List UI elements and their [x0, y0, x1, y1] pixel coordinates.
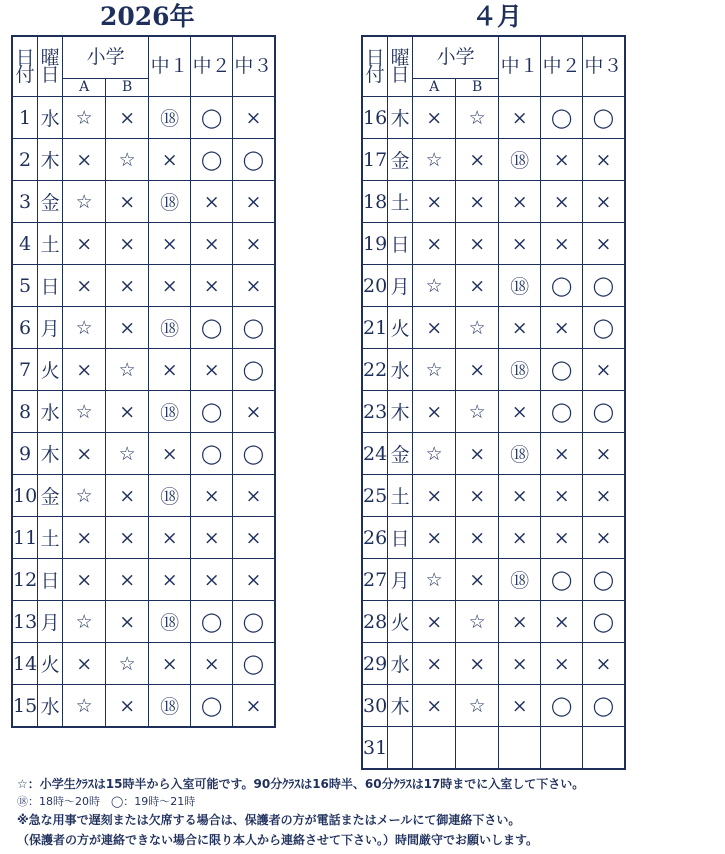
middle3-cell: × — [583, 433, 625, 475]
middle2-header: 中２ — [541, 36, 583, 97]
day-cell: 12 — [12, 559, 38, 601]
table-row — [362, 349, 625, 391]
day-cell: 19 — [362, 223, 388, 265]
date-header: 日 付 — [362, 36, 388, 97]
middle2-cell: × — [191, 643, 233, 685]
table-row — [362, 517, 625, 559]
middle2-cell: ◯ — [541, 97, 583, 139]
middle2-cell: ◯ — [541, 265, 583, 307]
class-b-cell: × — [456, 349, 499, 391]
table-row — [362, 307, 625, 349]
class-a-cell: × — [413, 601, 456, 643]
day-cell: 1 — [12, 97, 38, 139]
day-cell: 14 — [12, 643, 38, 685]
class-b-cell: ☆ — [106, 643, 149, 685]
middle3-cell: ◯ — [233, 349, 275, 391]
middle2-cell: × — [541, 139, 583, 181]
middle1-cell: ⑱ — [149, 601, 191, 643]
class-a-cell: × — [413, 685, 456, 727]
class-b-cell: × — [106, 265, 149, 307]
calendar-table-right — [361, 35, 626, 770]
middle2-cell: ◯ — [191, 685, 233, 728]
notes-section — [17, 774, 717, 850]
table-row — [12, 97, 275, 139]
class-a-cell: ☆ — [413, 265, 456, 307]
middle2-cell: ◯ — [191, 433, 233, 475]
middle2-cell: × — [541, 433, 583, 475]
middle2-cell: × — [191, 517, 233, 559]
day-cell: 13 — [12, 601, 38, 643]
middle3-cell: × — [233, 265, 275, 307]
class-a-cell: × — [413, 517, 456, 559]
middle2-cell: × — [541, 181, 583, 223]
middle2-cell: ◯ — [191, 139, 233, 181]
middle3-cell: ◯ — [233, 307, 275, 349]
middle1-header: 中１ — [499, 36, 541, 97]
middle2-cell: ◯ — [541, 685, 583, 727]
weekday-cell: 土 — [388, 475, 413, 517]
day-cell: 11 — [12, 517, 38, 559]
day-cell: 23 — [362, 391, 388, 433]
class-a-cell: × — [413, 223, 456, 265]
middle2-cell: ◯ — [541, 391, 583, 433]
weekday-cell: 月 — [388, 559, 413, 601]
weekday-cell: 木 — [38, 433, 63, 475]
note-absence-contact: ※急な用事で遅刻または欠席する場合は、保護者の方が電話またはメールにて御連絡下さい。 — [17, 813, 521, 827]
day-cell: 10 — [12, 475, 38, 517]
class-a-cell: ☆ — [63, 685, 106, 728]
middle1-cell: × — [149, 139, 191, 181]
table-row — [12, 643, 275, 685]
weekday-cell: 木 — [388, 685, 413, 727]
table-row — [12, 265, 275, 307]
middle1-cell: × — [499, 181, 541, 223]
weekday-cell: 日 — [38, 559, 63, 601]
weekday-cell: 月 — [38, 307, 63, 349]
calendar-left-body — [12, 36, 275, 727]
middle1-cell: × — [499, 307, 541, 349]
table-row — [12, 139, 275, 181]
middle1-cell: × — [499, 391, 541, 433]
middle1-cell: ⑱ — [499, 139, 541, 181]
middle1-cell: × — [499, 601, 541, 643]
weekday-cell: 日 — [38, 265, 63, 307]
middle2-cell: × — [541, 517, 583, 559]
class-a-cell: ☆ — [413, 349, 456, 391]
middle3-cell: ◯ — [233, 139, 275, 181]
class-a-cell: ☆ — [413, 433, 456, 475]
class-b-cell: × — [106, 685, 149, 728]
weekday-cell: 木 — [388, 391, 413, 433]
class-b-cell: ☆ — [456, 307, 499, 349]
day-cell: 22 — [362, 349, 388, 391]
class-b-header: B — [106, 79, 149, 97]
middle1-cell: × — [499, 475, 541, 517]
day-cell: 7 — [12, 349, 38, 391]
day-cell: 20 — [362, 265, 388, 307]
class-a-cell: ☆ — [63, 601, 106, 643]
table-row — [362, 727, 625, 770]
day-cell: 29 — [362, 643, 388, 685]
class-b-cell: × — [456, 475, 499, 517]
middle2-cell: × — [541, 601, 583, 643]
table-row — [362, 601, 625, 643]
day-cell: 16 — [362, 97, 388, 139]
middle1-cell: × — [149, 349, 191, 391]
middle3-cell — [583, 727, 625, 770]
table-row — [12, 433, 275, 475]
class-b-cell: × — [456, 517, 499, 559]
class-b-cell: × — [456, 223, 499, 265]
class-a-cell — [413, 727, 456, 770]
middle3-cell: × — [233, 559, 275, 601]
class-b-cell: ☆ — [106, 349, 149, 391]
middle3-header: 中３ — [583, 36, 625, 97]
weekday-cell: 火 — [38, 643, 63, 685]
middle1-cell: × — [149, 223, 191, 265]
middle1-cell: × — [499, 517, 541, 559]
day-cell: 3 — [12, 181, 38, 223]
table-row — [12, 517, 275, 559]
class-b-cell: × — [106, 475, 149, 517]
weekday-cell: 土 — [38, 517, 63, 559]
class-b-cell: × — [106, 223, 149, 265]
day-cell: 30 — [362, 685, 388, 727]
middle1-cell: × — [499, 97, 541, 139]
day-cell: 31 — [362, 727, 388, 770]
middle3-cell: ◯ — [583, 97, 625, 139]
weekday-cell: 土 — [38, 223, 63, 265]
middle2-cell: × — [191, 349, 233, 391]
table-row — [12, 559, 275, 601]
weekday-cell: 木 — [38, 139, 63, 181]
middle3-cell: × — [233, 223, 275, 265]
header-row — [12, 36, 275, 79]
weekday-cell: 火 — [38, 349, 63, 391]
middle3-header: 中３ — [233, 36, 275, 97]
weekday-cell: 火 — [388, 307, 413, 349]
class-b-cell: × — [106, 307, 149, 349]
class-b-cell: × — [456, 559, 499, 601]
class-a-cell: × — [63, 223, 106, 265]
weekday-cell: 水 — [388, 643, 413, 685]
middle3-cell: × — [583, 349, 625, 391]
weekday-cell: 水 — [388, 349, 413, 391]
middle3-cell: × — [583, 475, 625, 517]
class-b-cell — [456, 727, 499, 770]
note-legend: ⑱：18時～20時 ◯：19時～21時 — [17, 795, 196, 808]
class-b-cell: × — [106, 181, 149, 223]
weekday-header: 曜 日 — [388, 36, 413, 97]
day-cell: 18 — [362, 181, 388, 223]
weekday-cell: 日 — [388, 223, 413, 265]
table-row — [362, 475, 625, 517]
middle1-cell: ⑱ — [149, 307, 191, 349]
middle1-cell: ⑱ — [499, 433, 541, 475]
table-row — [12, 685, 275, 728]
day-cell: 17 — [362, 139, 388, 181]
middle1-cell: × — [149, 517, 191, 559]
middle1-cell: × — [499, 223, 541, 265]
middle2-cell: × — [191, 475, 233, 517]
middle1-cell: × — [499, 643, 541, 685]
weekday-cell: 土 — [388, 181, 413, 223]
header-row — [362, 36, 625, 79]
middle2-cell: × — [191, 265, 233, 307]
middle3-cell: ◯ — [233, 601, 275, 643]
middle2-cell: ◯ — [191, 601, 233, 643]
class-a-cell: × — [413, 643, 456, 685]
class-a-cell: × — [413, 181, 456, 223]
class-a-cell: ☆ — [63, 475, 106, 517]
middle1-cell: ⑱ — [499, 265, 541, 307]
class-a-cell: ☆ — [413, 559, 456, 601]
weekday-cell: 金 — [388, 139, 413, 181]
weekday-cell: 木 — [388, 97, 413, 139]
middle3-cell: × — [583, 181, 625, 223]
class-b-cell: ☆ — [456, 97, 499, 139]
middle2-cell: × — [541, 475, 583, 517]
class-b-cell: ☆ — [456, 391, 499, 433]
weekday-cell: 月 — [38, 601, 63, 643]
middle1-cell: ⑱ — [149, 391, 191, 433]
class-b-cell: ☆ — [456, 601, 499, 643]
class-a-cell: ☆ — [413, 139, 456, 181]
middle1-cell: × — [149, 559, 191, 601]
class-b-header: B — [456, 79, 499, 97]
day-cell: 9 — [12, 433, 38, 475]
class-a-cell: × — [63, 139, 106, 181]
note-elementary-times: ☆：小学生ｸﾗｽは15時半から入室可能です。90分ｸﾗｽは16時半、60分ｸﾗｽは17時までに入室して下さい。 — [17, 777, 585, 791]
class-b-cell: × — [456, 139, 499, 181]
middle1-cell: ⑱ — [149, 685, 191, 728]
class-a-cell: × — [413, 97, 456, 139]
day-cell: 6 — [12, 307, 38, 349]
table-row — [12, 223, 275, 265]
table-row — [12, 475, 275, 517]
middle3-cell: ◯ — [583, 265, 625, 307]
class-b-cell: × — [106, 559, 149, 601]
table-row — [12, 601, 275, 643]
middle1-cell: ⑱ — [149, 475, 191, 517]
class-a-cell: ☆ — [63, 391, 106, 433]
day-cell: 25 — [362, 475, 388, 517]
middle1-cell: ⑱ — [499, 349, 541, 391]
class-b-cell: × — [456, 265, 499, 307]
class-a-cell: × — [63, 559, 106, 601]
class-b-cell: ☆ — [106, 433, 149, 475]
calendar-right-body — [362, 36, 625, 769]
middle3-cell: × — [233, 475, 275, 517]
class-a-cell: × — [413, 391, 456, 433]
class-a-cell: × — [413, 307, 456, 349]
middle2-cell: × — [541, 643, 583, 685]
weekday-cell: 金 — [388, 433, 413, 475]
middle2-cell: × — [191, 559, 233, 601]
middle1-cell: × — [499, 685, 541, 727]
day-cell: 8 — [12, 391, 38, 433]
class-a-header: A — [413, 79, 456, 97]
class-a-cell: ☆ — [63, 97, 106, 139]
class-a-cell: × — [63, 517, 106, 559]
middle1-cell: × — [149, 265, 191, 307]
day-cell: 27 — [362, 559, 388, 601]
middle2-cell: × — [191, 181, 233, 223]
middle2-cell: ◯ — [191, 307, 233, 349]
table-row — [362, 265, 625, 307]
middle2-cell: × — [541, 307, 583, 349]
middle3-cell: ◯ — [583, 685, 625, 727]
class-b-cell: × — [456, 433, 499, 475]
middle3-cell: ◯ — [583, 559, 625, 601]
day-cell: 26 — [362, 517, 388, 559]
weekday-cell: 日 — [388, 517, 413, 559]
middle2-cell: × — [191, 223, 233, 265]
class-b-cell: × — [106, 97, 149, 139]
table-row — [12, 181, 275, 223]
class-b-cell: ☆ — [106, 139, 149, 181]
middle2-cell: ◯ — [191, 391, 233, 433]
elementary-header: 小学 — [63, 36, 149, 79]
middle2-cell: × — [541, 223, 583, 265]
weekday-cell: 金 — [38, 475, 63, 517]
class-b-cell: × — [456, 181, 499, 223]
table-row — [362, 97, 625, 139]
weekday-cell: 月 — [388, 265, 413, 307]
table-row — [362, 391, 625, 433]
class-a-cell: × — [63, 433, 106, 475]
middle1-header: 中１ — [149, 36, 191, 97]
day-cell: 21 — [362, 307, 388, 349]
middle3-cell: ◯ — [583, 307, 625, 349]
weekday-cell: 水 — [38, 685, 63, 728]
middle2-cell: ◯ — [541, 559, 583, 601]
weekday-cell: 火 — [388, 601, 413, 643]
class-b-cell: ☆ — [456, 685, 499, 727]
middle1-cell: × — [149, 433, 191, 475]
class-b-cell: × — [106, 517, 149, 559]
middle1-cell: ⑱ — [499, 559, 541, 601]
class-a-cell: × — [63, 643, 106, 685]
table-row — [362, 139, 625, 181]
class-a-cell: ☆ — [63, 181, 106, 223]
middle1-cell: ⑱ — [149, 97, 191, 139]
table-row — [362, 559, 625, 601]
note-punctuality: （保護者の方が連絡できない場合に限り本人から連絡させて下さい。）時間厳守でお願いします。 — [17, 833, 539, 847]
month-title: ４月 — [472, 2, 523, 31]
day-cell: 4 — [12, 223, 38, 265]
middle2-cell: ◯ — [541, 349, 583, 391]
middle2-cell: ◯ — [191, 97, 233, 139]
table-row — [12, 391, 275, 433]
middle3-cell: × — [583, 223, 625, 265]
middle3-cell: ◯ — [583, 601, 625, 643]
table-row — [362, 223, 625, 265]
middle3-cell: ◯ — [233, 643, 275, 685]
weekday-cell: 水 — [38, 97, 63, 139]
day-cell: 5 — [12, 265, 38, 307]
middle1-cell: ⑱ — [149, 181, 191, 223]
elementary-header: 小学 — [413, 36, 499, 79]
day-cell: 15 — [12, 685, 38, 728]
day-cell: 2 — [12, 139, 38, 181]
middle3-cell: × — [233, 685, 275, 728]
class-b-cell: × — [106, 601, 149, 643]
middle3-cell: ◯ — [233, 433, 275, 475]
class-a-cell: × — [63, 349, 106, 391]
year-title: 2026年 — [100, 2, 195, 31]
table-row — [362, 643, 625, 685]
weekday-cell — [388, 727, 413, 770]
middle1-cell: × — [149, 643, 191, 685]
weekday-cell: 水 — [38, 391, 63, 433]
table-row — [362, 181, 625, 223]
middle3-cell: × — [233, 97, 275, 139]
day-cell: 28 — [362, 601, 388, 643]
class-a-header: A — [63, 79, 106, 97]
date-header: 日 付 — [12, 36, 38, 97]
class-a-cell: ☆ — [63, 307, 106, 349]
day-cell: 24 — [362, 433, 388, 475]
middle2-header: 中２ — [191, 36, 233, 97]
middle3-cell: × — [583, 643, 625, 685]
table-row — [362, 433, 625, 475]
table-row — [362, 685, 625, 727]
class-a-cell: × — [413, 475, 456, 517]
class-a-cell: × — [63, 265, 106, 307]
calendar-table-left — [11, 35, 276, 728]
table-row — [12, 307, 275, 349]
weekday-header: 曜 日 — [38, 36, 63, 97]
middle3-cell: × — [233, 391, 275, 433]
middle3-cell: ◯ — [583, 391, 625, 433]
middle3-cell: × — [583, 517, 625, 559]
middle3-cell: × — [233, 181, 275, 223]
middle3-cell: × — [583, 139, 625, 181]
middle1-cell — [499, 727, 541, 770]
table-row — [12, 349, 275, 391]
middle2-cell — [541, 727, 583, 770]
class-b-cell: × — [106, 391, 149, 433]
class-b-cell: × — [456, 643, 499, 685]
weekday-cell: 金 — [38, 181, 63, 223]
middle3-cell: × — [233, 517, 275, 559]
